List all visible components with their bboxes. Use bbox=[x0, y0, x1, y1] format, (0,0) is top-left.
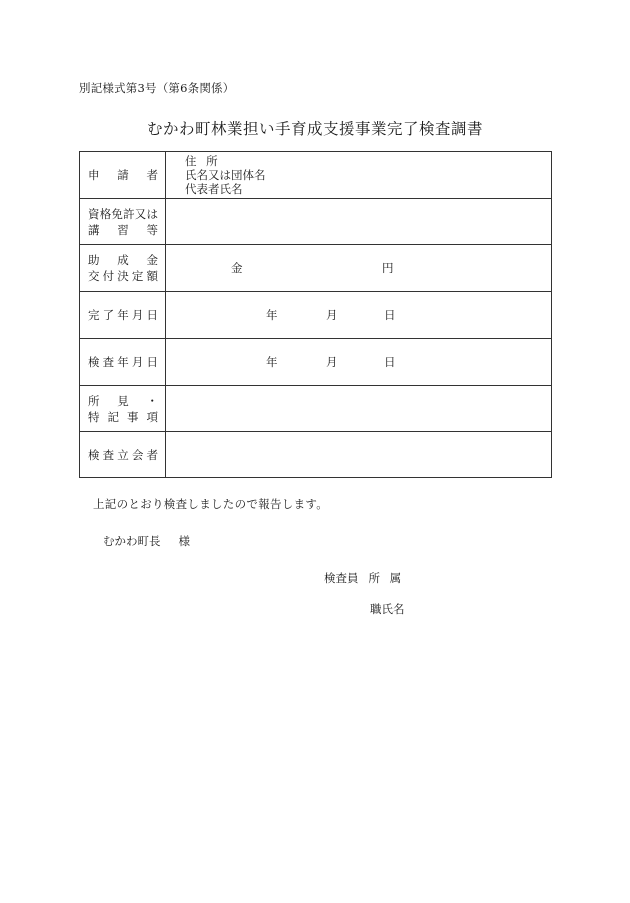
label-findings: 所 見 ・ 特 記 事 項 bbox=[80, 386, 166, 432]
label-witness: 検 査 立 会 者 bbox=[80, 432, 166, 478]
value-qualification[interactable] bbox=[166, 199, 552, 245]
label-completion-date: 完 了 年 月 日 bbox=[80, 292, 166, 339]
row-applicant bbox=[80, 152, 552, 199]
form-number: 別記様式第3号（第6条関係） bbox=[79, 81, 235, 95]
row-grant-amount bbox=[80, 245, 552, 292]
amount-unit: 円 bbox=[382, 261, 394, 275]
year-label: 年 bbox=[266, 308, 278, 322]
label-grant-amount: 助 成 金 交 付 決 定 額 bbox=[80, 245, 166, 292]
inspection-table bbox=[79, 151, 552, 478]
day-label: 日 bbox=[384, 308, 396, 322]
inspector-line bbox=[324, 570, 404, 586]
address-label: 住 所 bbox=[185, 154, 221, 168]
value-findings[interactable] bbox=[166, 386, 552, 432]
value-completion-date[interactable] bbox=[166, 292, 552, 339]
addressee bbox=[103, 533, 190, 549]
name-or-group-label: 氏名又は団体名 bbox=[185, 168, 266, 182]
report-statement: 上記のとおり検査しましたので報告します。 bbox=[93, 497, 329, 511]
representative-label: 代表者氏名 bbox=[185, 182, 243, 196]
row-witness bbox=[80, 432, 552, 478]
month-label: 月 bbox=[326, 308, 338, 322]
value-inspection-date[interactable] bbox=[166, 339, 552, 386]
row-inspection-date bbox=[80, 339, 552, 386]
honorific: 様 bbox=[178, 534, 190, 548]
inspector-label: 検査員 bbox=[324, 571, 359, 585]
amount-prefix: 金 bbox=[231, 261, 243, 275]
value-applicant[interactable] bbox=[166, 152, 552, 199]
year-label: 年 bbox=[266, 355, 278, 369]
label-inspection-date: 検 査 年 月 日 bbox=[80, 339, 166, 386]
month-label: 月 bbox=[326, 355, 338, 369]
value-witness[interactable] bbox=[166, 432, 552, 478]
row-findings bbox=[80, 386, 552, 432]
addressee-name: むかわ町長 bbox=[103, 534, 161, 548]
official-name-label: 職氏名 bbox=[370, 602, 405, 616]
affiliation-label: 所 属 bbox=[368, 571, 405, 585]
row-qualification bbox=[80, 199, 552, 245]
value-grant-amount[interactable] bbox=[166, 245, 552, 292]
day-label: 日 bbox=[384, 355, 396, 369]
document-title: むかわ町林業担い手育成支援事業完了検査調書 bbox=[146, 120, 483, 138]
row-completion-date bbox=[80, 292, 552, 339]
label-qualification: 資 格 免 許 又 は 講 習 等 bbox=[80, 199, 166, 245]
label-applicant: 申 請 者 bbox=[80, 152, 166, 199]
